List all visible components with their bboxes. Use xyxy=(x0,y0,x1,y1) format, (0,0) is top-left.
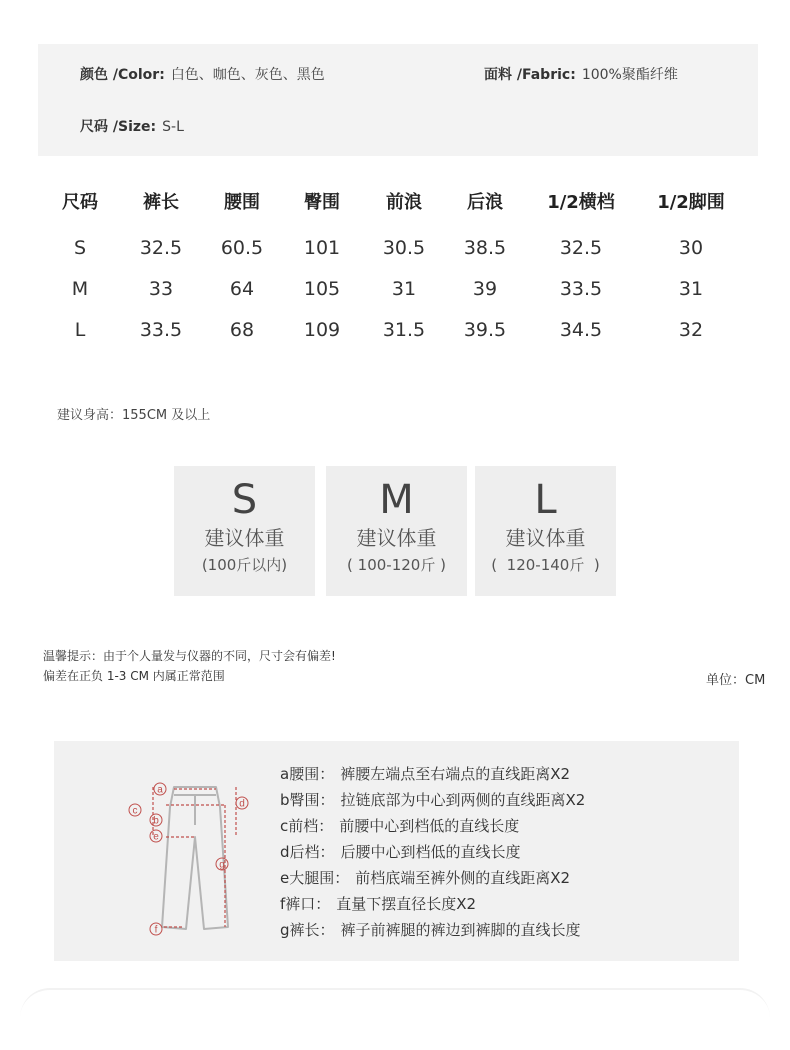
table-cell: 30.5 xyxy=(382,237,426,259)
table-cell: 32.5 xyxy=(139,237,183,259)
table-cell: 39 xyxy=(472,278,498,300)
table-cell: M xyxy=(71,278,89,300)
size-value: S-L xyxy=(162,119,184,135)
guide-key: a腰围： xyxy=(280,765,335,783)
fabric-value: 100%聚酯纤维 xyxy=(581,67,678,83)
svg-text:c: c xyxy=(132,805,138,817)
card-weight-range: ( 100-120斤 ) xyxy=(347,556,446,574)
fabric-info xyxy=(484,65,678,85)
guide-line-d xyxy=(280,841,521,863)
svg-text:a: a xyxy=(157,784,163,796)
guide-line-a xyxy=(280,763,570,785)
svg-text:e: e xyxy=(153,831,159,843)
marker-c xyxy=(129,804,141,817)
unit-label: 单位：CM xyxy=(706,673,766,688)
card-weight-label: 建议体重 xyxy=(505,526,586,550)
tip-line-1: 温馨提示：由于个人量发与仪器的不同，尺寸会有偏差! xyxy=(43,649,336,663)
svg-text:d: d xyxy=(239,798,245,810)
table-cell: 39.5 xyxy=(463,319,507,341)
guide-key: d后档： xyxy=(280,843,335,861)
marker-b xyxy=(150,814,162,827)
guide-desc: 前腰中心到档低的直线长度 xyxy=(339,817,520,835)
table-header-cell: 1/2横档 xyxy=(547,192,615,213)
table-cell: 33.5 xyxy=(559,278,603,300)
guide-key: f裤口： xyxy=(280,895,331,913)
card-weight-label: 建议体重 xyxy=(356,526,437,550)
table-cell: 68 xyxy=(229,319,255,341)
table-cell: 30 xyxy=(678,237,704,259)
measurement-guide xyxy=(54,741,739,961)
guide-desc: 直量下摆直径长度X2 xyxy=(336,895,477,913)
table-header-cell: 1/2脚围 xyxy=(657,192,725,213)
table-header-cell: 臀围 xyxy=(304,192,340,213)
table-cell: 109 xyxy=(303,319,341,341)
marker-e xyxy=(150,830,162,843)
table-cell: 33.5 xyxy=(139,319,183,341)
size-table xyxy=(0,180,790,350)
card-size: S xyxy=(231,477,258,523)
next-section-edge xyxy=(20,988,770,1050)
table-header-cell: 尺码 xyxy=(62,192,98,213)
table-header-cell: 腰围 xyxy=(224,192,260,213)
guide-desc: 裤腰左端点至右端点的直线距离X2 xyxy=(340,765,571,783)
product-info-panel xyxy=(38,44,758,156)
guide-line-g xyxy=(280,919,581,941)
svg-text:g: g xyxy=(219,859,225,871)
table-cell: 32 xyxy=(678,319,704,341)
color-info xyxy=(80,65,325,85)
guide-key: b臀围： xyxy=(280,791,335,809)
table-header-cell: 前浪 xyxy=(386,192,422,213)
guide-line-e xyxy=(280,867,570,889)
table-cell: 32.5 xyxy=(559,237,603,259)
card-weight-label: 建议体重 xyxy=(204,526,285,550)
table-cell: 64 xyxy=(229,278,255,300)
weight-card-l xyxy=(475,466,616,596)
marker-a xyxy=(154,783,166,796)
table-cell: 34.5 xyxy=(559,319,603,341)
table-cell: S xyxy=(73,237,87,259)
table-header-cell: 裤长 xyxy=(143,192,179,213)
guide-key: c前档： xyxy=(280,817,334,835)
size-label: 尺码 /Size: xyxy=(80,119,157,135)
table-cell: 101 xyxy=(303,237,341,259)
table-cell: 31.5 xyxy=(382,319,426,341)
card-weight-range: (100斤以内) xyxy=(201,556,288,574)
svg-text:f: f xyxy=(154,924,158,936)
guide-desc: 裤子前裤腿的裤边到裤脚的直线长度 xyxy=(340,921,581,939)
marker-d xyxy=(236,797,248,810)
marker-f xyxy=(150,923,162,936)
table-cell: 31 xyxy=(391,278,417,300)
table-cell: 38.5 xyxy=(463,237,507,259)
card-size: M xyxy=(379,477,414,523)
table-header-cell: 后浪 xyxy=(467,192,503,213)
tip-line-2: 偏差在正负 1-3 CM 内属正常范围 xyxy=(43,669,225,683)
color-label: 颜色 /Color: xyxy=(80,67,165,83)
table-cell: 31 xyxy=(678,278,704,300)
weight-card-m xyxy=(326,466,467,596)
table-cell: L xyxy=(74,319,86,341)
weight-card-s xyxy=(174,466,315,596)
pants-diagram-icon xyxy=(124,777,264,943)
table-cell: 60.5 xyxy=(220,237,264,259)
recommended-height: 建议身高：155CM 及以上 xyxy=(57,408,211,423)
color-value: 白色、咖色、灰色、黑色 xyxy=(170,67,325,83)
size-info xyxy=(80,117,184,137)
table-cell: 33 xyxy=(148,278,174,300)
guide-key: e大腿围： xyxy=(280,869,350,887)
fabric-label: 面料 /Fabric: xyxy=(484,67,576,83)
guide-desc: 拉链底部为中心到两侧的直线距离X2 xyxy=(340,791,586,809)
marker-g xyxy=(216,858,228,871)
guide-desc: 前档底端至裤外侧的直线距离X2 xyxy=(355,869,571,887)
card-weight-range: ( 120-140斤 ) xyxy=(491,556,600,574)
svg-text:b: b xyxy=(153,815,159,827)
guide-line-f xyxy=(280,893,476,915)
guide-desc: 后腰中心到档低的直线长度 xyxy=(340,843,521,861)
guide-line-c xyxy=(280,815,519,837)
table-cell: 105 xyxy=(303,278,341,300)
card-size: L xyxy=(534,477,557,523)
guide-key: g裤长： xyxy=(280,921,335,939)
guide-line-b xyxy=(280,789,585,811)
